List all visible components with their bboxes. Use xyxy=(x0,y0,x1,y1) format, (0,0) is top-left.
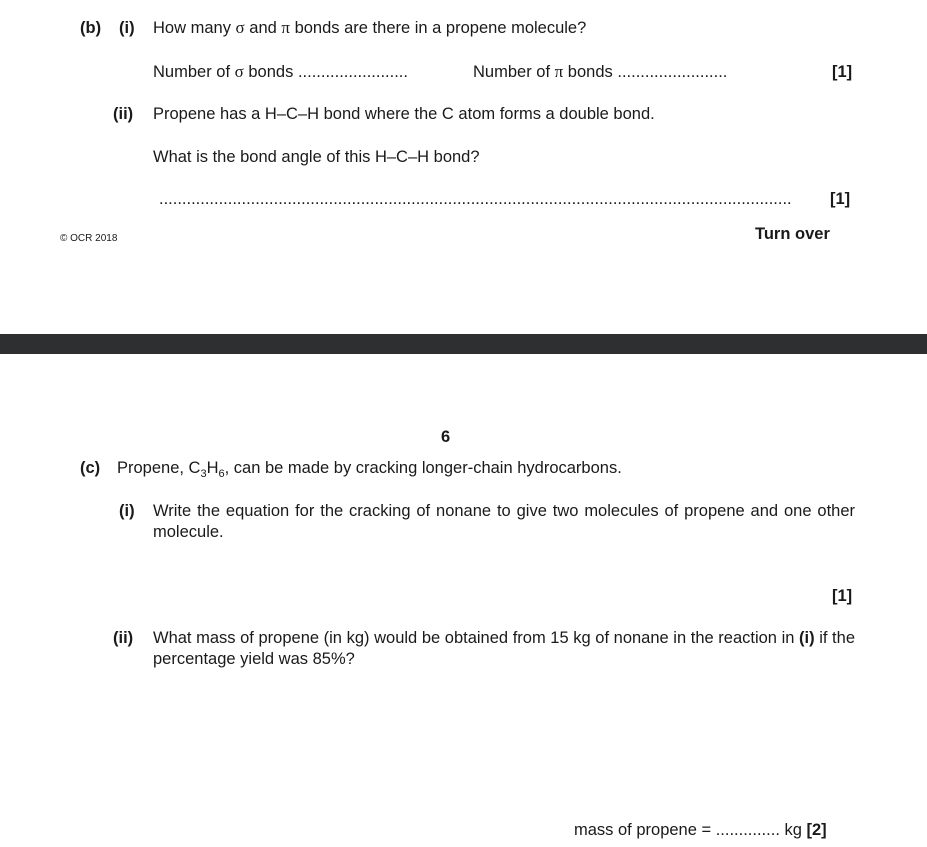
mass-answer: mass of propene = .............. kg [2] xyxy=(574,821,827,839)
part-b-i-label: (i) xyxy=(119,19,135,37)
part-b-ii-label: (ii) xyxy=(113,105,134,123)
pi-symbol: π xyxy=(281,18,290,37)
part-b-label: (b) xyxy=(80,19,102,37)
working-space[interactable] xyxy=(153,680,853,810)
copyright-notice: © OCR 2018 xyxy=(60,233,118,244)
page-divider xyxy=(0,334,927,354)
pi-bonds-answer-line[interactable]: ........................ xyxy=(617,63,728,81)
part-b-ii-question: What is the bond angle of this H–C–H bond? xyxy=(153,148,480,166)
mass-answer-line[interactable]: .............. xyxy=(715,821,780,839)
part-b-i-question: How many σ and π bonds are there in a propene molecule? xyxy=(153,18,587,37)
part-c-label: (c) xyxy=(80,459,101,477)
sigma-bonds-answer: Number of σ bonds ........................ xyxy=(153,62,408,81)
part-c-ii-marks: [2] xyxy=(806,821,827,839)
sigma-symbol: σ xyxy=(235,18,245,37)
part-c-i-question: Write the equation for the cracking of nonane to give two molecules of propene and one other molecule. xyxy=(153,502,855,541)
part-c-intro: Propene, $C_3H_6$, can be made by cracking longer-chain hydrocarbons. xyxy=(117,459,622,480)
part-c-ii-label: (ii) xyxy=(113,629,134,647)
pi-bonds-answer: Number of π bonds ........................ xyxy=(473,62,728,81)
part-b-ii-statement: Propene has a H–C–H bond where the C atom forms a double bond. xyxy=(153,105,655,123)
part-c-ii-question: What mass of propene (in kg) would be obtained from 15 kg of nonane in the reaction in (i) if the percentage yield was 85%? xyxy=(153,629,855,668)
page-number: 6 xyxy=(441,428,451,446)
part-c-i-label: (i) xyxy=(119,502,135,520)
part-b-i-marks: [1] xyxy=(832,63,853,81)
turn-over-label: Turn over xyxy=(755,225,830,243)
part-c-i-marks: [1] xyxy=(832,587,853,605)
part-b-ii-marks: [1] xyxy=(830,190,851,208)
sigma-bonds-answer-line[interactable]: ........................ xyxy=(297,63,408,81)
equation-answer-space[interactable] xyxy=(153,548,823,588)
bond-angle-answer-line[interactable]: .......................................................................................................................................... xyxy=(159,190,792,208)
